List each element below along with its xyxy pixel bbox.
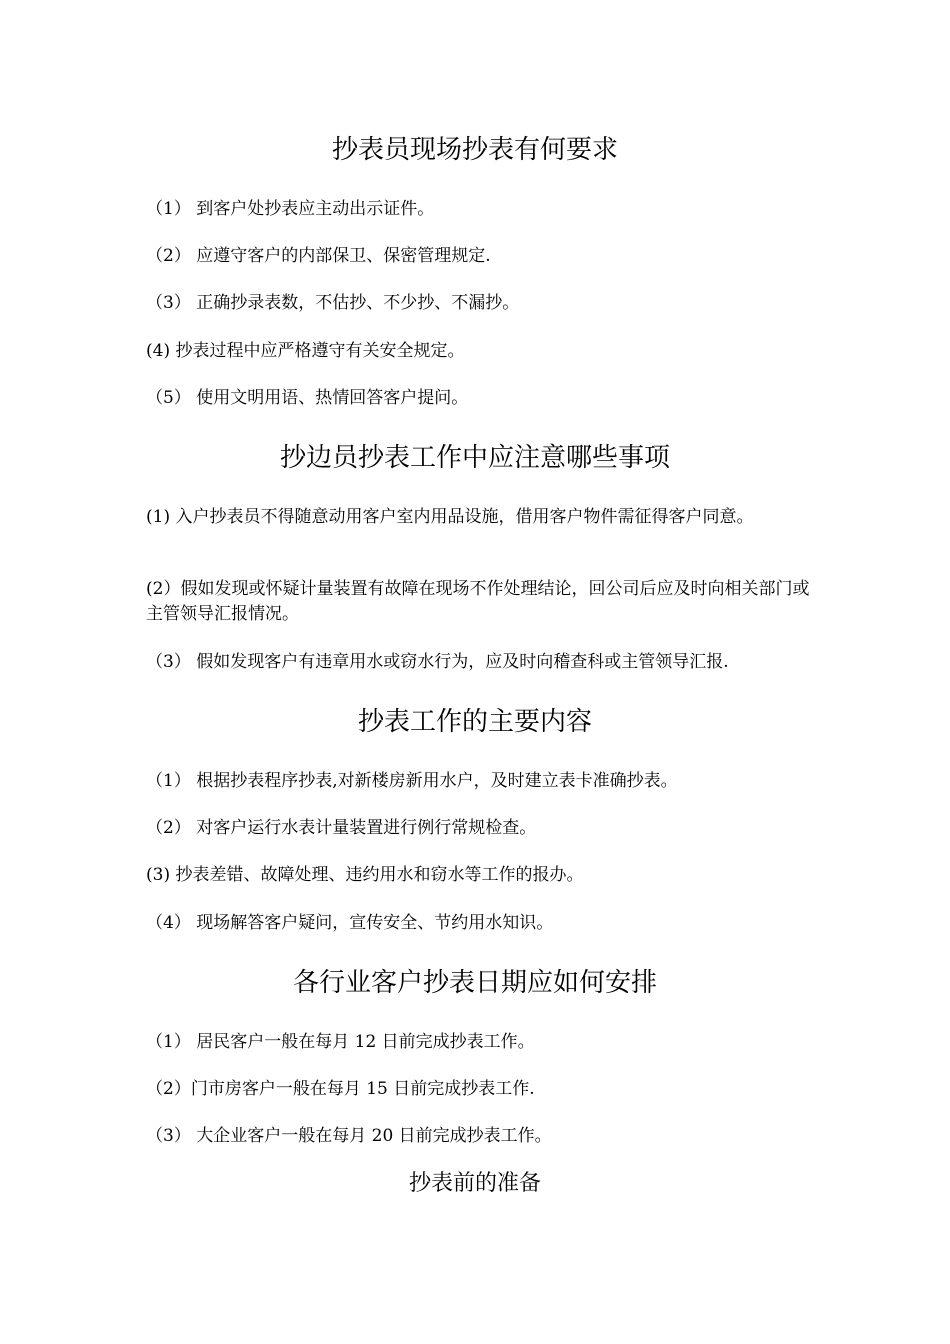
list-item: （2）门市房客户一般在每月 15 日前完成抄表工作. <box>146 1079 535 1099</box>
list-item: （3） 正确抄录表数，不估抄、不少抄、不漏抄。 <box>146 293 520 313</box>
list-item: （3） 假如发现客户有违章用水或窃水行为，应及时向稽查科或主管领导汇报. <box>146 652 729 672</box>
list-item: （2） 应遵守客户的内部保卫、保密管理规定. <box>146 246 491 266</box>
section-title-5: 抄表前的准备 <box>408 1171 541 1196</box>
list-item: （2） 对客户运行水表计量装置进行例行常规检查。 <box>146 818 537 838</box>
list-item: (2）假如发现或怀疑计量装置有故障在现场不作处理结论，回公司后应及时向相关部门或主管领导汇报情况。 <box>146 579 810 624</box>
section-title-4: 各行业客户抄表日期应如何安排 <box>292 968 657 998</box>
list-item: (3) 抄表差错、故障处理、违约用水和窃水等工作的报办。 <box>146 865 584 885</box>
list-item: （1） 根据抄表程序抄表,对新楼房新用水户，及时建立表卡准确抄表。 <box>146 771 678 791</box>
section-title-2: 抄边员抄表工作中应注意哪些事项 <box>279 443 670 473</box>
list-item: （3） 大企业客户一般在每月 20 日前完成抄表工作。 <box>146 1126 552 1146</box>
list-item: （1） 到客户处抄表应主动出示证件。 <box>146 199 435 219</box>
list-item: （4） 现场解答客户疑问，宣传安全、节约用水知识。 <box>146 913 554 933</box>
list-item: (4) 抄表过程中应严格遵守有关安全规定。 <box>146 341 465 361</box>
list-item: （1） 居民客户一般在每月 12 日前完成抄表工作。 <box>146 1032 535 1052</box>
section-title-3: 抄表工作的主要内容 <box>357 707 592 737</box>
list-item: （5） 使用文明用语、热情回答客户提问。 <box>146 388 469 408</box>
list-item: (1) 入户抄表员不得随意动用客户室内用品设施，借用客户物件需征得客户同意。 <box>146 507 754 527</box>
section-title-1: 抄表员现场抄表有何要求 <box>331 135 618 165</box>
